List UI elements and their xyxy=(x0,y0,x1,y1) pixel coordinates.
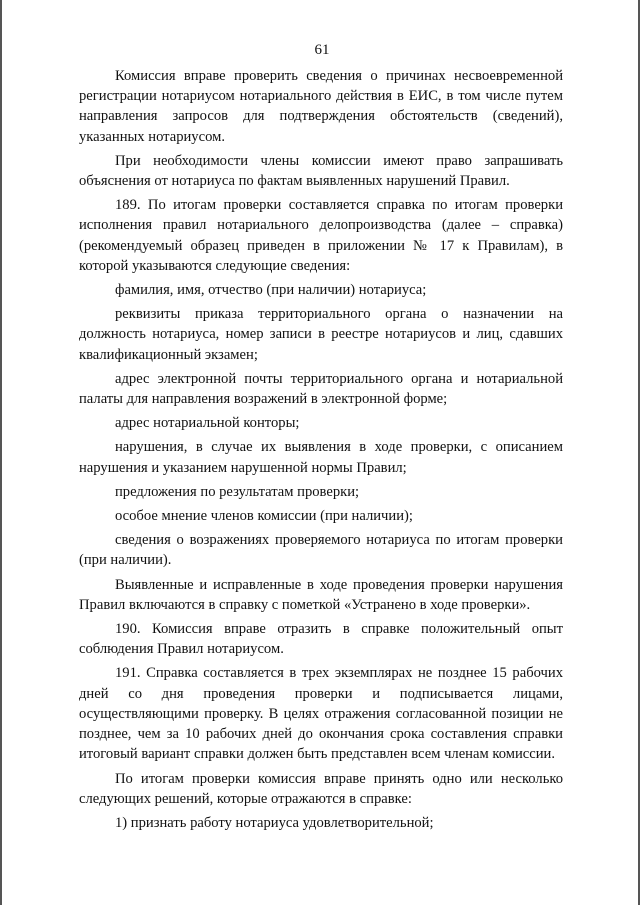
paragraph-notary-name: фамилия, имя, отчество (при наличии) нотариуса; xyxy=(115,282,427,299)
paragraph-violations: нарушения, в случае их выявления в ходе проверки, с описанием нарушения и указанием нарушенной нормы Правил; xyxy=(79,439,563,476)
paragraph-item-190: 190. Комиссия вправе отразить в справке положительный опыт соблюдения Правил нотариусом. xyxy=(79,621,563,658)
paragraph-proposals: предложения по результатам проверки; xyxy=(115,483,360,500)
paragraph-commission-check-reasons: Комиссия вправе проверить сведения о причинах несвоевременной регистрации нотариусом нотариального действия в ЕИС, в том числе путем направления запросов для подтверждения обстоятельств (сведений), указанных нотариусом. xyxy=(79,68,563,145)
paragraph-item-189: 189. По итогам проверки составляется справка по итогам проверки исполнения правил нотариального делопроизводства (далее – справка) (рекомендуемый образец приведен в приложении № 17 к Правилам), в которой указываются следующие сведения: xyxy=(79,197,563,274)
paragraph-office-address: адрес нотариальной конторы; xyxy=(115,415,300,432)
paragraph-objections: сведения о возражениях проверяемого нотариуса по итогам проверки (при наличии). xyxy=(79,532,563,569)
paragraph-decisions-intro: По итогам проверки комиссия вправе принять одно или несколько следующих решений, которые отражаются в справке: xyxy=(79,770,563,807)
paragraph-item-191: 191. Справка составляется в трех экземплярах не позднее 15 рабочих дней со дня проведения проверки и подписывается лицами, осуществляющими проверку. В целях отражения согласованной позиции не позднее, чем за 10 рабочих дней до окончания срока составления справки итоговый вариант справки должен быть представлен всем членам комиссии. xyxy=(79,665,563,763)
paragraph-order-details: реквизиты приказа территориального органа о назначении на должность нотариуса, номер записи в реестре нотариусов и лиц, сдавших квалификационный экзамен; xyxy=(79,306,563,363)
document-body xyxy=(79,66,563,833)
paragraph-decision-1: 1) признать работу нотариуса удовлетворительной; xyxy=(115,814,434,831)
page-number: 61 xyxy=(314,42,330,58)
paragraph-corrected-violations: Выявленные и исправленные в ходе проведения проверки нарушения Правил включаются в справку с пометкой «Устранено в ходе проверки». xyxy=(79,576,563,613)
paragraph-request-explanations: При необходимости члены комиссии имеют право запрашивать объяснения от нотариуса по фактам выявленных нарушений Правил. xyxy=(79,152,563,190)
paragraph-email-address: адрес электронной почты территориального органа и нотариальной палаты для направления возражений в электронной форме; xyxy=(79,370,563,408)
paragraph-dissenting-opinion: особое мнение членов комиссии (при наличии); xyxy=(115,508,413,525)
